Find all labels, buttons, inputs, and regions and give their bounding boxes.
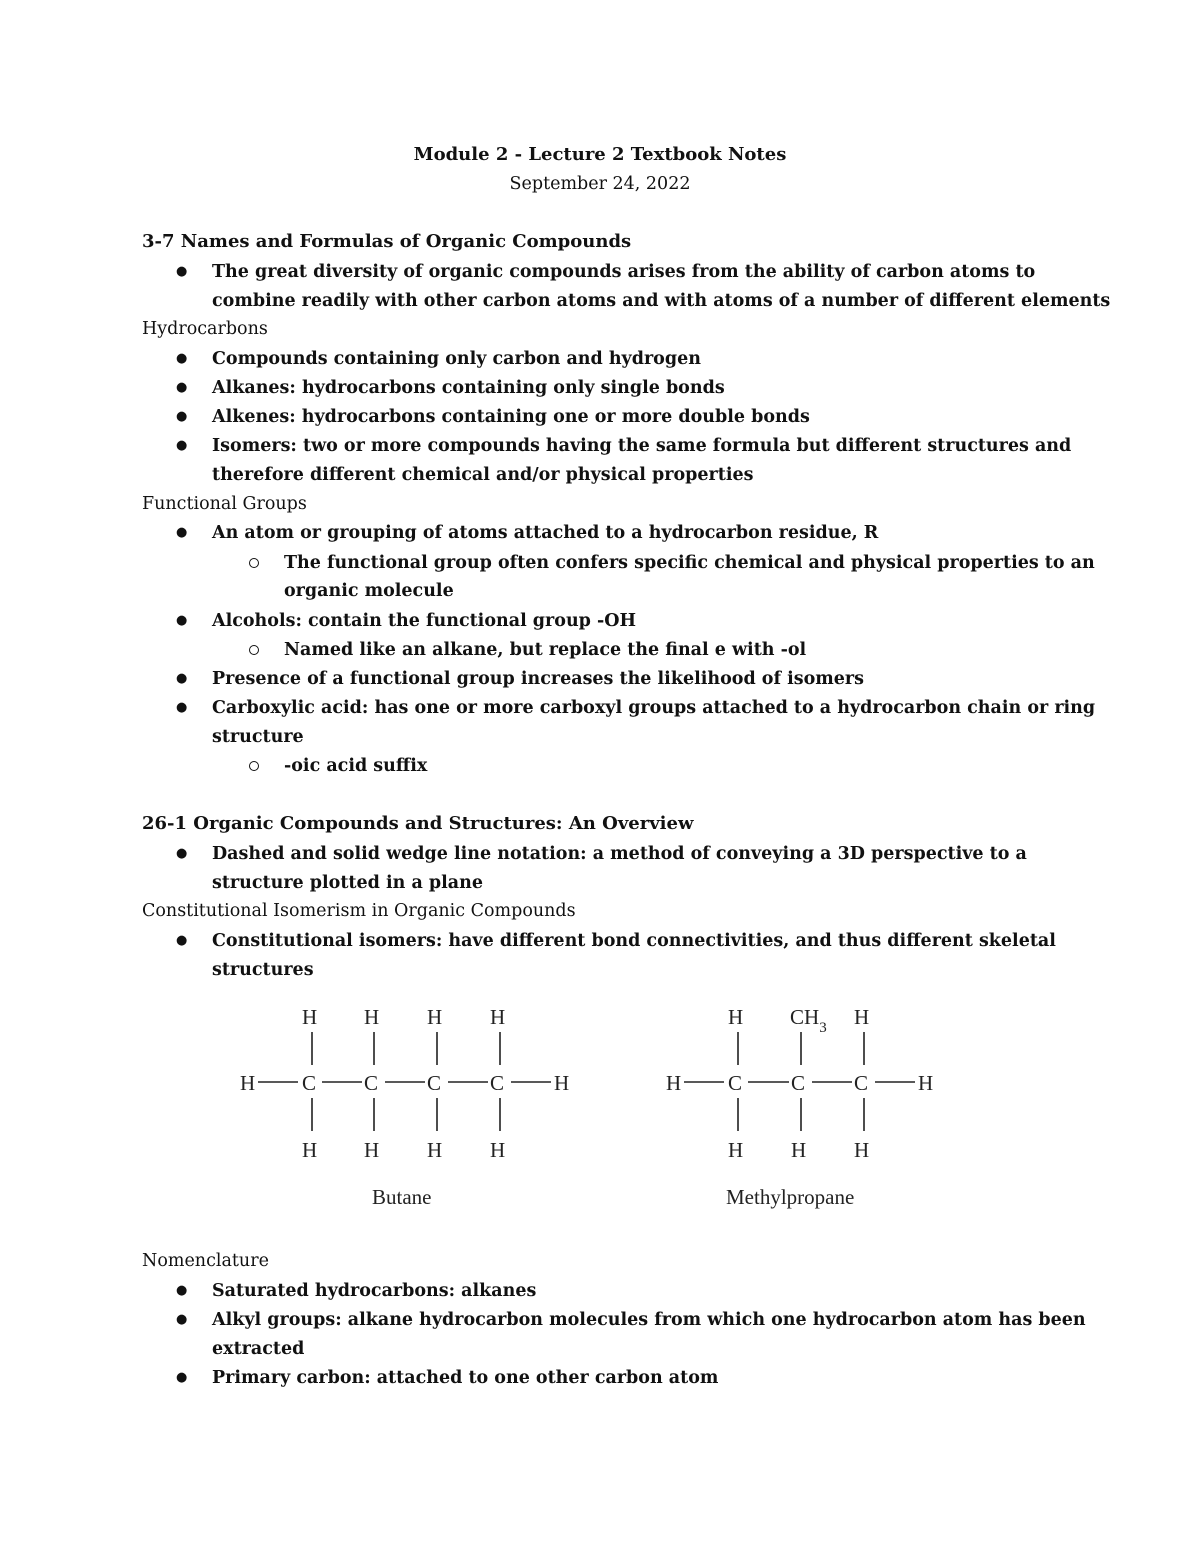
subheading-hydrocarbons: Hydrocarbons	[142, 319, 268, 339]
document-title: Module 2 - Lecture 2 Textbook Notes	[413, 144, 787, 165]
atom-label: H	[302, 1138, 318, 1162]
bullet-icon: ●	[176, 613, 188, 628]
bullet-icon: ●	[176, 933, 188, 948]
bullet-icon: ●	[176, 1283, 188, 1298]
bullet-text-continued: structure plotted in a plane	[212, 873, 483, 893]
bullet-text: Dashed and solid wedge line notation: a method of conveying a 3D perspective to a	[212, 844, 1027, 864]
methylpropane-caption: Methylpropane	[726, 1185, 855, 1209]
bullet-text: Saturated hydrocarbons: alkanes	[212, 1281, 537, 1301]
methylpropane-structure	[666, 1005, 933, 1209]
document-date: September 24, 2022	[509, 174, 691, 194]
bullet-icon: ●	[176, 846, 188, 861]
bullet-text: Presence of a functional group increases the likelihood of isomers	[212, 669, 864, 689]
atom-label: H	[854, 1138, 870, 1162]
bullet-text: Alcohols: contain the functional group -OH	[212, 611, 637, 631]
atom-label: C	[302, 1071, 317, 1095]
atom-label: H	[364, 1005, 380, 1029]
atom-label: C	[364, 1071, 379, 1095]
atom-label: H	[854, 1005, 870, 1029]
atom-label: C	[427, 1071, 442, 1095]
bullet-icon: ●	[176, 1370, 188, 1385]
butane-caption: Butane	[372, 1185, 432, 1209]
bullet-icon: ●	[176, 409, 188, 424]
bullet-text-continued: therefore different chemical and/or physical properties	[212, 465, 754, 485]
bullet-text: Compounds containing only carbon and hydrogen	[212, 349, 701, 369]
section-heading-3-7: 3-7 Names and Formulas of Organic Compounds	[142, 231, 632, 252]
bullet-text: Carboxylic acid: has one or more carboxyl groups attached to a hydrocarbon chain or ring	[212, 698, 1096, 718]
atom-label: H	[302, 1005, 318, 1029]
sub-bullet-text-continued: organic molecule	[284, 581, 454, 601]
bullet-icon: ●	[176, 700, 188, 715]
methyl-text: CH	[790, 1005, 820, 1029]
atom-label: C	[791, 1071, 806, 1095]
atom-label: H	[427, 1138, 443, 1162]
sub-bullet-text: The functional group often confers specific chemical and physical properties to an	[284, 553, 1095, 573]
bullet-text: Constitutional isomers: have different bond connectivities, and thus different skeletal	[212, 931, 1056, 951]
bullet-text-continued: structures	[212, 960, 314, 980]
atom-label: H	[490, 1005, 506, 1029]
bullet-icon: ●	[176, 380, 188, 395]
bullet-text: Alkyl groups: alkane hydrocarbon molecules from which one hydrocarbon atom has been	[212, 1310, 1086, 1330]
atom-label: H	[728, 1138, 744, 1162]
atom-label: C	[728, 1071, 743, 1095]
bullet-text-continued: structure	[212, 727, 304, 747]
atom-label: C	[854, 1071, 869, 1095]
section-heading-26-1: 26-1 Organic Compounds and Structures: An Overview	[142, 813, 694, 834]
atom-label: H	[490, 1138, 506, 1162]
bullet-icon: ●	[176, 1312, 188, 1327]
bullet-text-continued: extracted	[212, 1339, 305, 1359]
methyl-subscript: 3	[819, 1020, 827, 1036]
subheading-nomenclature: Nomenclature	[142, 1251, 269, 1271]
atom-label: H	[364, 1138, 380, 1162]
sub-bullet-text: -oic acid suffix	[284, 756, 428, 776]
bullet-icon: ●	[176, 525, 188, 540]
bullet-text: Alkanes: hydrocarbons containing only single bonds	[212, 378, 725, 398]
atom-label: H	[666, 1071, 682, 1095]
bullet-text: The great diversity of organic compounds arises from the ability of carbon atoms to	[212, 262, 1036, 282]
subheading-constitutional-isomerism: Constitutional Isomerism in Organic Compounds	[142, 901, 576, 921]
atom-label: H	[728, 1005, 744, 1029]
atom-label: H	[240, 1071, 256, 1095]
bullet-text: An atom or grouping of atoms attached to a hydrocarbon residue, R	[212, 523, 879, 543]
bullet-icon: ●	[176, 351, 188, 366]
atom-label: C	[490, 1071, 505, 1095]
bullet-text-continued: combine readily with other carbon atoms and with atoms of a number of different elements	[212, 291, 1111, 311]
bullet-text: Isomers: two or more compounds having the same formula but different structures and	[212, 436, 1072, 456]
atom-label: H	[791, 1138, 807, 1162]
bullet-text: Alkenes: hydrocarbons containing one or more double bonds	[212, 407, 810, 427]
butane-structure	[240, 1005, 569, 1209]
methyl-group-label	[790, 1005, 827, 1036]
bullet-icon: ●	[176, 438, 188, 453]
bullet-icon: ●	[176, 671, 188, 686]
bullet-text: Primary carbon: attached to one other carbon atom	[212, 1368, 719, 1388]
bullet-icon: ●	[176, 264, 188, 279]
subheading-functional-groups: Functional Groups	[142, 494, 307, 514]
atom-label: H	[554, 1071, 570, 1095]
sub-bullet-text: Named like an alkane, but replace the final e with -ol	[284, 640, 807, 660]
atom-label: H	[427, 1005, 443, 1029]
atom-label: H	[918, 1071, 934, 1095]
